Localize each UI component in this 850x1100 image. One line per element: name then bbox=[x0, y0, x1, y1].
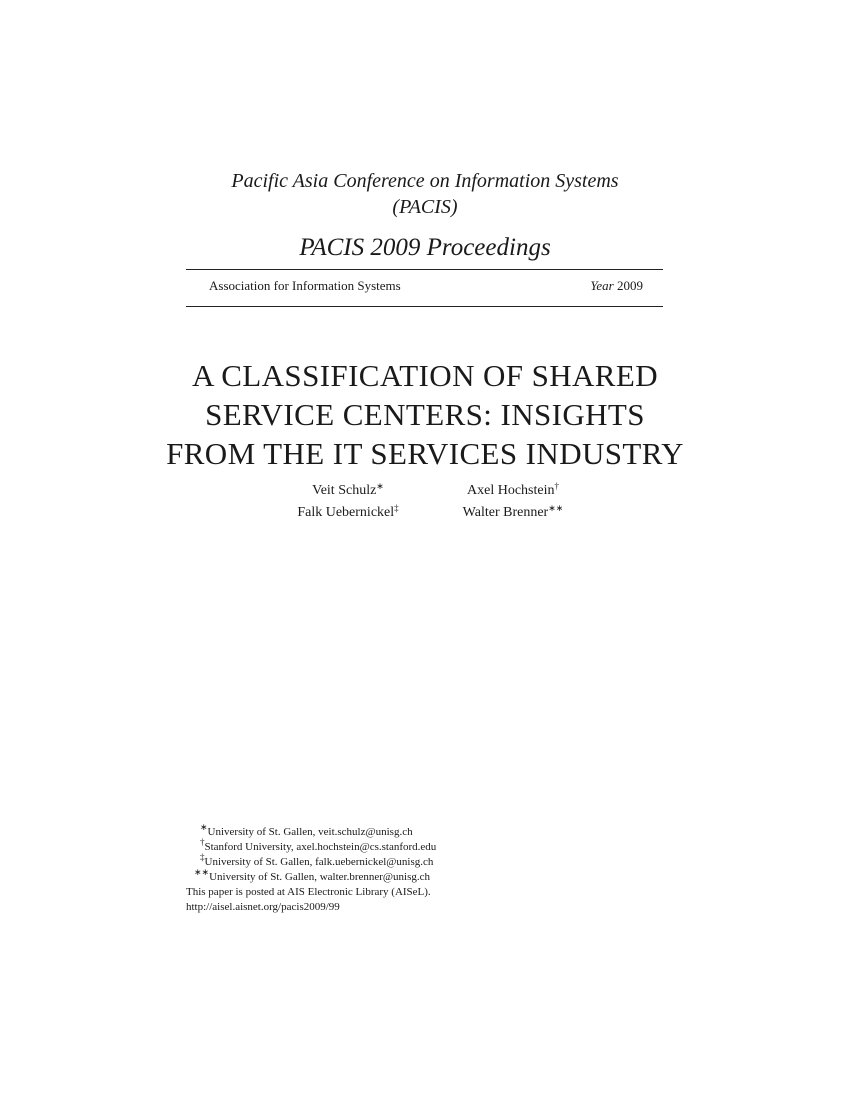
footnotes bbox=[186, 822, 586, 915]
author-name: Falk Uebernickel bbox=[297, 505, 395, 520]
author bbox=[448, 480, 578, 502]
author-mark: ∗ bbox=[376, 481, 384, 491]
paper-url[interactable]: http://aisel.aisnet.org/pacis2009/99 bbox=[186, 901, 340, 913]
author-name: Walter Brenner bbox=[462, 505, 549, 520]
proceedings-title: PACIS 2009 Proceedings bbox=[299, 234, 551, 261]
authors-column-left bbox=[288, 480, 408, 524]
header-rule-bottom bbox=[186, 306, 663, 307]
conference-title bbox=[0, 168, 850, 220]
author-name: Veit Schulz bbox=[312, 483, 377, 498]
year-value: 2009 bbox=[617, 278, 643, 293]
footnote-mark: ‡ bbox=[200, 852, 205, 862]
footnote bbox=[186, 837, 586, 855]
author bbox=[448, 502, 578, 524]
footnote-text: University of St. Gallen, walter.brenner@unisg.ch bbox=[209, 871, 431, 883]
footnote-mark: ∗ bbox=[200, 822, 208, 832]
footnote-mark: ∗∗ bbox=[194, 867, 210, 877]
author-mark: ‡ bbox=[394, 503, 399, 513]
footnote bbox=[186, 822, 586, 840]
year-text bbox=[590, 278, 643, 294]
conference-title-line2: (PACIS) bbox=[392, 196, 458, 218]
author bbox=[288, 502, 408, 524]
association-name: Association for Information Systems bbox=[209, 278, 401, 293]
footnote-text: University of St. Gallen, falk.uebernickel@unisg.ch bbox=[204, 856, 434, 868]
author-mark: † bbox=[554, 481, 559, 491]
author-name: Axel Hochstein bbox=[467, 483, 555, 498]
paper-title-line: A CLASSIFICATION OF SHARED bbox=[192, 358, 658, 393]
year-label: Year bbox=[590, 278, 614, 293]
author bbox=[288, 480, 408, 502]
header-rule-top bbox=[186, 269, 663, 270]
authors-column-right bbox=[448, 480, 578, 524]
footnote-text: Stanford University, axel.hochstein@cs.stanford.edu bbox=[204, 841, 437, 853]
paper-title-line: SERVICE CENTERS: INSIGHTS bbox=[205, 397, 645, 432]
footnote bbox=[186, 852, 586, 870]
footnote bbox=[186, 867, 586, 885]
paper-title bbox=[0, 356, 850, 473]
paper-title-line: FROM THE IT SERVICES INDUSTRY bbox=[166, 436, 684, 471]
footnote-mark: † bbox=[200, 837, 205, 847]
conference-title-line1: Pacific Asia Conference on Information Systems bbox=[231, 170, 619, 192]
association-row bbox=[209, 278, 643, 294]
author-mark: ∗∗ bbox=[548, 503, 564, 513]
footnote-text: University of St. Gallen, veit.schulz@unisg.ch bbox=[207, 826, 413, 838]
posting-note: This paper is posted at AIS Electronic Library (AISeL). bbox=[186, 886, 431, 898]
